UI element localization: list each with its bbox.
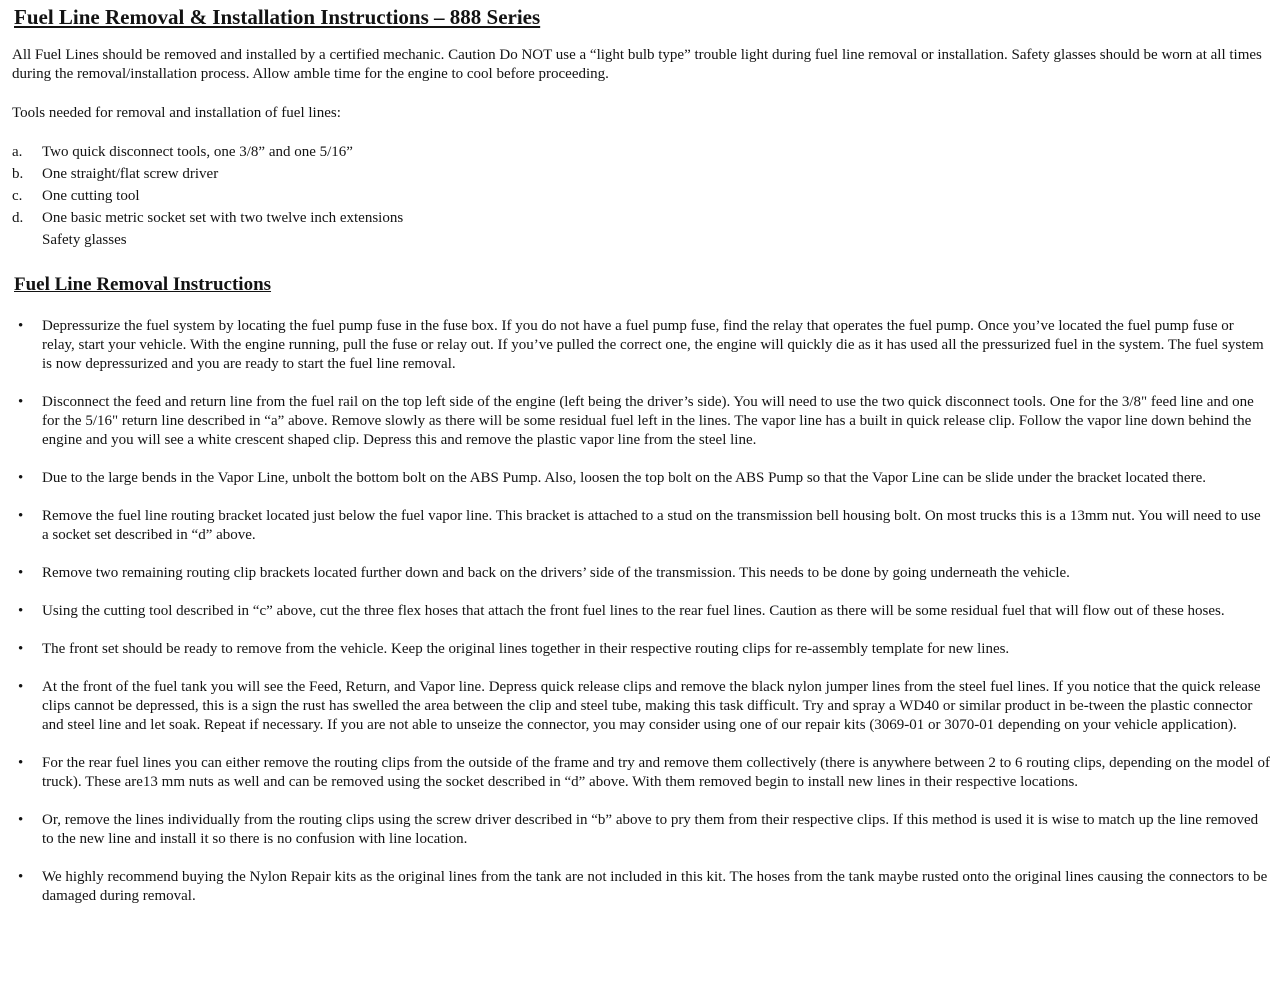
steps-list (12, 317, 1270, 906)
tool-text: One straight/flat screw driver (42, 166, 219, 182)
step-item (12, 564, 1270, 583)
step-item (12, 678, 1270, 735)
step-text: Using the cutting tool described in “c” above, cut the three flex hoses that attach the front fuel lines to the rear fuel lines. Caution as there will be some residual fuel that will flow out of these hoses. (42, 603, 1225, 619)
intro-paragraph: All Fuel Lines should be removed and installed by a certified mechanic. Caution Do NOT use a “light bulb type” trouble light during fuel line removal or installation. Safety glasses should be worn at all times during the removal/installation process. Allow amble time for the engine to cool before proceeding. (12, 47, 1262, 82)
step-text: At the front of the fuel tank you will see the Feed, Return, and Vapor line. Depress quick release clips and remove the black nylon jumper lines from the steel fuel lines. If you notice that the quick release clips cannot be depressed, this is a sign the rust has swelled the area between the clip and steel tube, making this task difficult. Try and spray a WD40 or similar product in be-tween the plastic connector and steel line and let soak. Repeat if necessary. If you are not able to unseize the connector, you may consider using one of our repair kits (3069-01 or 3070-01 depending on your vehicle application). (42, 679, 1261, 733)
step-item (12, 469, 1270, 488)
document-title: Fuel Line Removal & Installation Instructions – 888 Series (14, 5, 541, 29)
step-item (12, 507, 1270, 545)
step-item (12, 754, 1270, 792)
tool-item-safety-glasses (12, 231, 1270, 250)
tool-marker: b. (12, 166, 24, 182)
tool-text: Two quick disconnect tools, one 3/8” and one 5/16” (42, 144, 353, 160)
tool-marker (12, 231, 42, 250)
tool-text: One basic metric socket set with two twelve inch extensions (42, 210, 404, 226)
tools-list (12, 143, 1270, 250)
step-text: We highly recommend buying the Nylon Repair kits as the original lines from the tank are not included in this kit. The hoses from the tank maybe rusted onto the original lines causing the connectors to be damaged during removal. (42, 869, 1268, 904)
step-item (12, 640, 1270, 659)
tool-item-d (12, 209, 1270, 228)
tool-item-c (12, 187, 1270, 206)
tools-heading: Tools needed for removal and installation of fuel lines: (12, 105, 341, 121)
step-item (12, 393, 1270, 450)
tool-text: Safety glasses (42, 232, 127, 248)
step-item (12, 868, 1270, 906)
tool-marker: a. (12, 144, 23, 160)
step-text: Remove the fuel line routing bracket located just below the fuel vapor line. This bracket is attached to a stud on the transmission bell housing bolt. On most trucks this is a 13mm nut. You will need to use a socket set described in “d” above. (42, 508, 1261, 543)
step-item (12, 602, 1270, 621)
step-text: Remove two remaining routing clip brackets located further down and back on the drivers’ side of the transmission. This needs to be done by going underneath the vehicle. (42, 565, 1070, 581)
tool-marker: c. (12, 188, 23, 204)
tool-marker: d. (12, 210, 24, 226)
step-item (12, 317, 1270, 374)
step-item (12, 811, 1270, 849)
step-text: Or, remove the lines individually from the routing clips using the screw driver described in “b” above to pry them from their respective clips. If this method is used it is wise to match up the line removed to the new line and install it so there is no confusion with line location. (42, 812, 1259, 847)
step-text: For the rear fuel lines you can either remove the routing clips from the outside of the frame and try and remove them collectively (there is anywhere between 2 to 6 routing clips, depending on the model of truck). These are13 mm nuts as well and can be removed using the socket described in “d” above. With them removed begin to install new lines in their respective locations. (42, 755, 1270, 790)
step-text: Due to the large bends in the Vapor Line, unbolt the bottom bolt on the ABS Pump. Also, loosen the top bolt on the ABS Pump so that the Vapor Line can be slide under the bracket located there. (42, 470, 1206, 486)
tool-text: One cutting tool (42, 188, 140, 204)
tool-item-a (12, 143, 1270, 162)
step-text: The front set should be ready to remove from the vehicle. Keep the original lines together in their respective routing clips for re-assembly template for new lines. (42, 641, 1010, 657)
section-heading: Fuel Line Removal Instructions (14, 274, 272, 295)
tool-item-b (12, 165, 1270, 184)
step-text: Disconnect the feed and return line from the fuel rail on the top left side of the engine (left being the driver’s side). You will need to use the two quick disconnect tools. One for the 3/8" feed line and one for the 5/16" return line described in “a” above. Remove slowly as there will be some residual fuel left in the lines. The vapor line has a built in quick release clip. Follow the vapor line down behind the engine and you will see a white crescent shaped clip. Depress this and remove the plastic vapor line from the steel line. (42, 394, 1254, 448)
step-text: Depressurize the fuel system by locating the fuel pump fuse in the fuse box. If you do not have a fuel pump fuse, find the relay that operates the fuel pump. Once you’ve located the fuel pump fuse or relay, start your vehicle. With the engine running, pull the fuse or relay out. If you’ve pulled the correct one, the engine will quickly die as it has used all the pressurized fuel in the system. The fuel system is now depressurized and you are ready to start the fuel line removal. (42, 318, 1264, 372)
